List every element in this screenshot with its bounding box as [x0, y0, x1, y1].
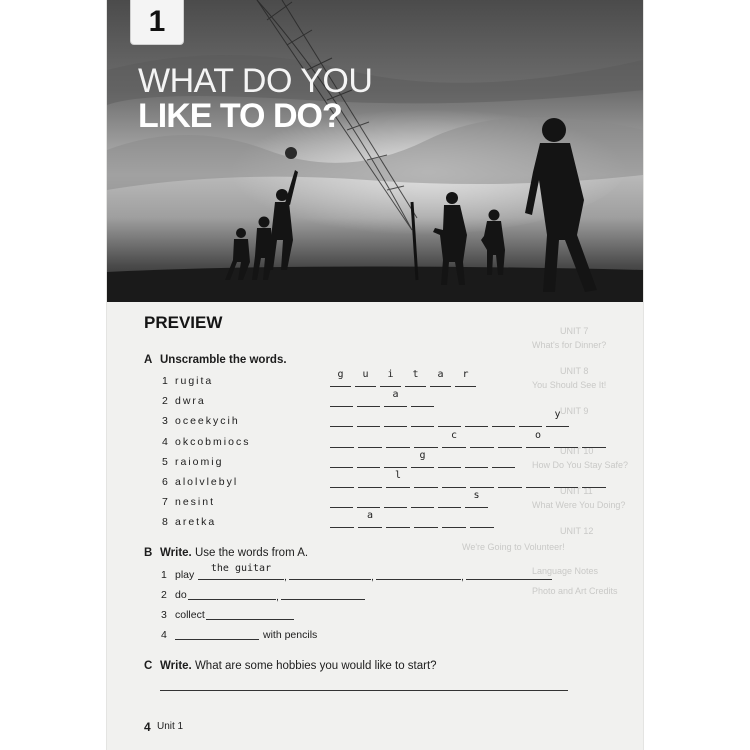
letter-blank[interactable]: [465, 455, 488, 468]
b-item-number: 2: [161, 589, 167, 601]
letter-blank[interactable]: [438, 455, 461, 468]
letter-blank[interactable]: [582, 475, 606, 488]
answer-line[interactable]: [160, 678, 568, 691]
ghost-text: Photo and Art Credits: [532, 586, 618, 596]
letter-blank[interactable]: [414, 435, 438, 448]
letter-blank[interactable]: [411, 394, 434, 407]
handwritten-letter: c: [450, 429, 458, 441]
ghost-text: UNIT 7: [560, 326, 589, 336]
letter-blank[interactable]: [414, 515, 438, 528]
letter-blank[interactable]: [330, 495, 353, 508]
answer-blank[interactable]: [188, 587, 276, 600]
volleyball-photo: [107, 0, 643, 302]
ghost-text: What's for Dinner?: [532, 340, 607, 350]
preview-heading: PREVIEW: [144, 313, 223, 332]
letter-blank[interactable]: [357, 495, 380, 508]
handwritten-letter: g: [337, 369, 344, 380]
scrambled-word: dwra: [175, 395, 206, 408]
letter-blank[interactable]: [411, 414, 434, 427]
handwritten-letter: l: [394, 470, 402, 481]
page-number: 4: [144, 720, 151, 734]
letter-blank[interactable]: [498, 435, 522, 448]
ghost-text: UNIT 11: [560, 486, 593, 496]
answer-blank[interactable]: [289, 567, 371, 580]
ghost-text: You Should See It!: [532, 380, 607, 390]
letter-blank[interactable]: [582, 435, 606, 448]
letter-blank[interactable]: [498, 475, 522, 488]
a-item-number: 1: [162, 375, 168, 387]
footer-unit-label: Unit 1: [157, 721, 184, 732]
a-item-number: 2: [162, 395, 168, 408]
letter-blank[interactable]: [330, 414, 353, 427]
scrambled-word: nesint: [175, 496, 216, 509]
letter-blank[interactable]: [554, 435, 578, 448]
letter-blank[interactable]: [470, 475, 494, 488]
letter-blank[interactable]: [330, 455, 353, 468]
a-item-number: 7: [162, 496, 168, 509]
letter-blank[interactable]: [438, 414, 461, 427]
b-item-number: 3: [161, 609, 167, 621]
b-item-verb: do: [175, 589, 187, 601]
letter-blank[interactable]: [357, 455, 380, 468]
handwritten-letter: g: [419, 449, 426, 461]
letter-blank[interactable]: [384, 455, 407, 468]
handwritten-letter: i: [387, 369, 394, 380]
letter-blank[interactable]: [411, 495, 434, 508]
letter-blank[interactable]: [554, 475, 578, 488]
b-item-verb: collect: [175, 609, 205, 621]
answer-blank[interactable]: [376, 567, 461, 580]
letter-blank[interactable]: [330, 475, 354, 488]
unit-number-badge: 1: [130, 0, 184, 45]
handwritten-letter: a: [392, 389, 399, 401]
a-item-number: 4: [162, 435, 168, 448]
letter-blank[interactable]: [492, 414, 515, 427]
section-b-title: [160, 547, 308, 559]
unit-title-line1: WHAT DO YOU: [138, 62, 373, 100]
letter-blank[interactable]: [470, 435, 494, 448]
ghost-text: Language Notes: [532, 566, 599, 576]
handwritten-letter: r: [462, 369, 469, 380]
letter-blank[interactable]: [358, 475, 382, 488]
scrambled-word: raiomig: [175, 455, 224, 468]
letter-blank[interactable]: [519, 414, 542, 427]
scrambled-word: okcobmiocs: [175, 435, 251, 448]
section-b-letter: B: [144, 547, 153, 559]
beach-volleyball-scene: [107, 0, 643, 302]
handwritten-letter: s: [473, 490, 480, 502]
section-c-letter: C: [144, 660, 153, 672]
letter-blank[interactable]: [330, 435, 354, 448]
letter-blank[interactable]: [442, 475, 466, 488]
letter-blank[interactable]: [330, 394, 353, 407]
scrambled-word: alolvlebyl: [175, 476, 239, 488]
letter-blank[interactable]: [384, 414, 407, 427]
answer-blank[interactable]: [466, 567, 552, 580]
letter-blank[interactable]: [357, 414, 380, 427]
section-b-title-bold: Write.: [160, 547, 192, 559]
answer-blank[interactable]: [175, 627, 259, 640]
section-a-title: Unscramble the words.: [160, 354, 287, 366]
a-item-number: 3: [162, 415, 168, 428]
ghost-text: How Do You Stay Safe?: [532, 460, 629, 470]
answer-blank[interactable]: [281, 587, 365, 600]
ghost-text: We're Going to Volunteer!: [462, 542, 565, 552]
a-item-number: 5: [162, 455, 168, 468]
b-item-verb: play: [175, 569, 195, 581]
letter-blank[interactable]: [384, 495, 407, 508]
section-b-title-rest: Use the words from A.: [191, 547, 309, 559]
letter-blank[interactable]: [386, 435, 410, 448]
ghost-text: UNIT 12: [560, 526, 594, 536]
a-item-number: 6: [162, 476, 168, 488]
letter-blank[interactable]: [414, 475, 438, 488]
section-c-title-bold: Write.: [160, 660, 192, 672]
section-a-letter: A: [144, 354, 153, 366]
scrambled-word: rugita: [175, 375, 214, 387]
section-c-title: [160, 660, 437, 672]
b-item-number: 1: [161, 569, 167, 581]
letter-blank[interactable]: [492, 455, 515, 468]
letter-blank[interactable]: [465, 414, 488, 427]
ghost-text: UNIT 9: [560, 406, 589, 416]
handwritten-answer: the guitar: [210, 563, 272, 574]
b-item-suffix: with pencils: [263, 629, 318, 641]
letter-blank[interactable]: [330, 515, 354, 528]
ghost-text: UNIT 10: [560, 446, 594, 456]
answer-blank[interactable]: [206, 607, 294, 620]
unit-title-line2: LIKE TO DO?: [138, 97, 342, 135]
letter-blank[interactable]: [438, 495, 461, 508]
handwritten-letter: a: [437, 369, 444, 380]
scrambled-word: aretka: [175, 516, 217, 529]
scrambled-word: oceekycih: [175, 415, 240, 428]
handwritten-letter: a: [366, 510, 374, 522]
handwritten-letter: u: [362, 369, 369, 380]
letter-blank[interactable]: [357, 394, 380, 407]
letter-blank[interactable]: [358, 435, 382, 448]
handwritten-letter: t: [412, 369, 419, 380]
handwritten-letter: o: [534, 429, 542, 441]
ghost-text: What Were You Doing?: [532, 500, 626, 510]
a-item-number: 8: [162, 516, 168, 529]
letter-blank[interactable]: [442, 515, 466, 528]
section-c-title-rest: What are some hobbies you would like to start?: [191, 660, 437, 672]
letter-blank[interactable]: [526, 475, 550, 488]
ghost-text: UNIT 8: [560, 366, 589, 376]
handwritten-letter: y: [554, 409, 561, 421]
letter-blank[interactable]: [470, 515, 494, 528]
b-item-number: 4: [161, 629, 167, 641]
letter-blank[interactable]: [386, 515, 410, 528]
